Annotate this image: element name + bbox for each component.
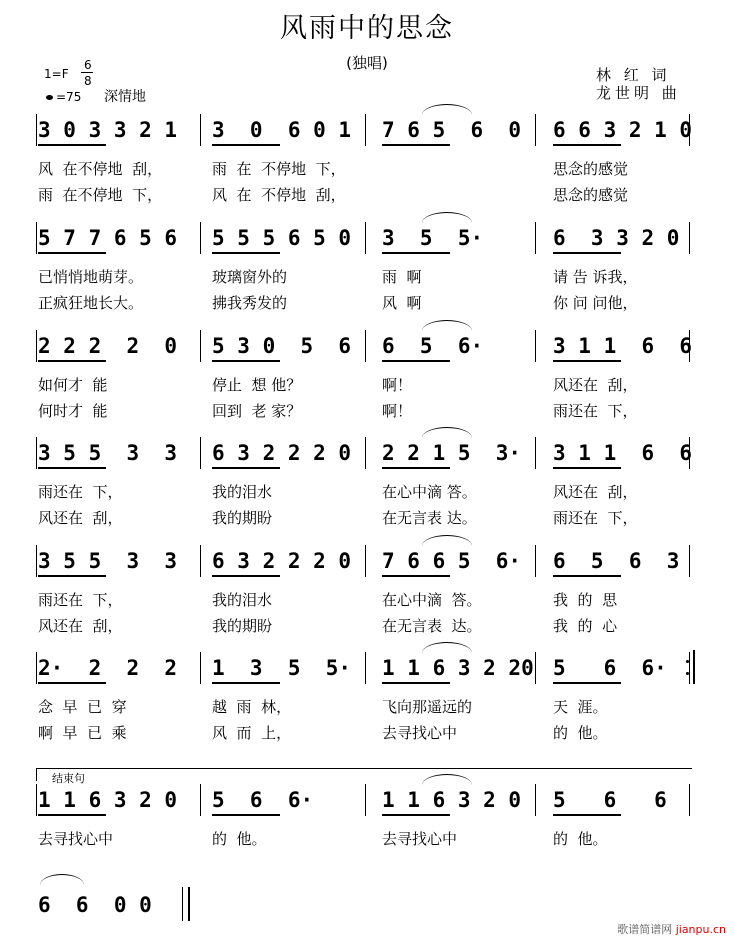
lyric-line-1: 天 涯。 — [553, 698, 608, 716]
eighth-beam — [382, 467, 450, 469]
barline — [200, 222, 201, 254]
measure-notes: 3 1 1 6 6 — [553, 441, 693, 465]
measure-notes: 6 3 2 2 2 0 — [212, 549, 352, 573]
barline — [365, 222, 366, 254]
lyric-line-1: 请 告 诉我， — [553, 268, 638, 286]
barline — [200, 545, 201, 577]
lyric-line-2: 雨 在不停地 下， — [38, 186, 163, 204]
lyric-line-1: 在心中滴 答。 — [382, 483, 477, 501]
measure-notes: 3 1 1 6 6 — [553, 334, 693, 358]
eighth-beam — [553, 252, 621, 254]
eighth-beam — [553, 360, 621, 362]
quarter-note-icon — [46, 95, 53, 100]
lyric-line-1: 思念的感觉 — [553, 160, 629, 178]
measure-notes: 3 0 3 3 2 1 — [38, 118, 178, 142]
song-title: 风雨中的思念 — [280, 13, 454, 44]
measure-notes: 3 5 5 3 3 — [38, 441, 178, 465]
final-barline-thick — [188, 887, 190, 921]
song-subtitle: (独唱) — [346, 54, 388, 72]
lyric-line-1: 雨 在 不停地 下， — [212, 160, 346, 178]
measure-notes: 6 3 2 2 2 0 — [212, 441, 352, 465]
barline — [36, 114, 37, 146]
eighth-beam — [212, 467, 280, 469]
watermark — [617, 921, 726, 937]
measure-notes: 5 6 6· — [212, 788, 314, 812]
lyric-line-1: 的 他。 — [553, 830, 608, 848]
lyric-line-1: 的 他。 — [212, 830, 267, 848]
eighth-beam — [382, 360, 450, 362]
lyric-line-2: 风 而 上， — [212, 724, 292, 742]
lyric-line-1: 停止 想 他？ — [212, 376, 302, 394]
barline — [689, 784, 690, 816]
barline — [535, 437, 536, 469]
eighth-beam — [38, 575, 106, 577]
barline — [689, 652, 690, 684]
lyric-line-1: 雨还在 下， — [38, 591, 123, 609]
lyric-line-1: 去寻找心中 — [38, 830, 114, 848]
lyric-line-1: 我 的 思 — [553, 591, 618, 609]
eighth-beam — [212, 682, 280, 684]
barline — [365, 437, 366, 469]
measure-notes: 3 5 5 3 3 — [38, 549, 178, 573]
eighth-beam — [382, 575, 450, 577]
lyric-line-1: 风还在 刮， — [553, 483, 638, 501]
eighth-beam — [38, 682, 106, 684]
barline — [36, 437, 37, 469]
barline — [36, 545, 37, 577]
lyric-line-2: 去寻找心中 — [382, 724, 458, 742]
lyric-line-2: 我的期盼 — [212, 509, 273, 527]
measure-notes: 1 1 6 3 2 20 — [382, 656, 534, 680]
eighth-beam — [212, 575, 280, 577]
eighth-beam — [38, 814, 106, 816]
expression-mark: 深情地 — [104, 89, 146, 105]
lyric-line-1: 风还在 刮， — [553, 376, 638, 394]
ending-bracket — [36, 768, 692, 781]
lyric-line-2: 你 问 问他， — [553, 294, 638, 312]
lyric-line-2: 思念的感觉 — [553, 186, 629, 204]
final-barline-thin — [182, 887, 183, 921]
watermark-url: jianpu.cn — [675, 923, 726, 936]
eighth-beam — [553, 575, 621, 577]
eighth-beam — [212, 144, 280, 146]
measure-notes: 5 5 5 6 5 0 — [212, 226, 352, 250]
eighth-beam — [382, 814, 450, 816]
eighth-beam — [553, 682, 621, 684]
measure-notes: 7 6 6 5 6· — [382, 549, 522, 573]
measure-notes: 3 0 6 0 1 — [212, 118, 352, 142]
repeat-barline — [693, 650, 695, 684]
tie-arc — [422, 427, 472, 438]
lyric-line-2: 在无言表 达。 — [382, 509, 477, 527]
measure-notes: 5 7 7 6 5 6 — [38, 226, 178, 250]
lyric-line-2: 我的期盼 — [212, 617, 273, 635]
measure-notes: 6 5 6 3 — [553, 549, 680, 573]
lyric-line-2: 啊 早 已 乘 — [38, 724, 127, 742]
eighth-beam — [553, 814, 621, 816]
measure-notes: 5 6 6· — [553, 656, 667, 680]
barline — [365, 330, 366, 362]
lyric-line-2: 拂我秀发的 — [212, 294, 288, 312]
barline — [365, 545, 366, 577]
barline — [200, 437, 201, 469]
eighth-beam — [212, 814, 280, 816]
barline — [535, 114, 536, 146]
barline — [535, 330, 536, 362]
lyric-line-1: 我的泪水 — [212, 591, 273, 609]
lyric-line-2: 回到 老 家？ — [212, 402, 302, 420]
time-fraction-line — [81, 72, 93, 73]
tie-arc — [422, 212, 472, 223]
eighth-beam — [382, 144, 450, 146]
barline — [365, 784, 366, 816]
barline — [200, 784, 201, 816]
tempo: =75 — [56, 90, 82, 104]
repeat-dot — [686, 672, 689, 675]
tie-arc — [422, 642, 472, 653]
lyric-line-2: 正疯狂地长大。 — [38, 294, 144, 312]
lyric-line-2: 的 他。 — [553, 724, 608, 742]
barline — [36, 222, 37, 254]
eighth-beam — [553, 144, 621, 146]
lyricist-credit: 林 红 词 — [596, 66, 671, 84]
lyric-line-1: 如何才 能 — [38, 376, 108, 394]
lyric-line-1: 雨还在 下， — [38, 483, 123, 501]
lyric-line-2: 在无言表 达。 — [382, 617, 482, 635]
lyric-line-2: 风 在 不停地 刮， — [212, 186, 346, 204]
measure-notes: 1 3 5 5· — [212, 656, 352, 680]
measure-notes: 2 2 2 2 0 — [38, 334, 178, 358]
tie-arc — [40, 874, 84, 885]
lyric-line-2: 风还在 刮， — [38, 509, 123, 527]
eighth-beam — [382, 252, 450, 254]
barline — [200, 330, 201, 362]
measure-notes: 6 3 3 2 0 — [553, 226, 680, 250]
lyric-line-1: 风 在不停地 刮， — [38, 160, 163, 178]
barline — [535, 545, 536, 577]
lyric-line-2: 我 的 心 — [553, 617, 618, 635]
measure-notes: 1 1 6 3 2 0 — [382, 788, 522, 812]
lyric-line-2: 风还在 刮， — [38, 617, 123, 635]
measure-notes: 5 6 6 — [553, 788, 667, 812]
lyric-line-2: 何时才 能 — [38, 402, 108, 420]
lyric-line-1: 已悄悄地萌芽。 — [38, 268, 144, 286]
barline — [200, 652, 201, 684]
eighth-beam — [38, 144, 106, 146]
time-denominator: 8 — [84, 74, 92, 88]
eighth-beam — [212, 360, 280, 362]
ending-label: 结束句 — [52, 772, 85, 785]
lyric-line-1: 玻璃窗外的 — [212, 268, 288, 286]
watermark-cn: 歌谱简谱网 — [617, 923, 673, 936]
lyric-line-1: 念 早 已 穿 — [38, 698, 127, 716]
lyric-line-2: 风 啊 — [382, 294, 422, 312]
barline — [365, 652, 366, 684]
barline — [535, 652, 536, 684]
eighth-beam — [38, 467, 106, 469]
tie-arc — [422, 535, 472, 546]
repeat-dot — [686, 660, 689, 663]
barline — [365, 114, 366, 146]
lyric-line-1: 去寻找心中 — [382, 830, 458, 848]
measure-notes: 2 2 1 5 3· — [382, 441, 522, 465]
lyric-line-2: 啊！ — [382, 402, 413, 420]
lyric-line-1: 飞向那遥远的 — [382, 698, 473, 716]
eighth-beam — [212, 252, 280, 254]
lyric-line-1: 啊！ — [382, 376, 413, 394]
measure-notes: 1 1 6 3 2 0 — [38, 788, 178, 812]
measure-notes: 7 6 5 6 0 — [382, 118, 522, 142]
measure-notes: 6 6 0 0 — [38, 893, 152, 917]
tie-arc — [422, 320, 472, 331]
eighth-beam — [38, 360, 106, 362]
lyric-line-1: 在心中滴 答。 — [382, 591, 482, 609]
barline — [535, 222, 536, 254]
lyric-line-1: 雨 啊 — [382, 268, 422, 286]
barline — [689, 545, 690, 577]
barline — [535, 784, 536, 816]
lyric-line-1: 我的泪水 — [212, 483, 273, 501]
lyric-line-2: 雨还在 下， — [553, 509, 638, 527]
measure-notes: 6 5 6· — [382, 334, 484, 358]
eighth-beam — [38, 252, 106, 254]
time-numerator: 6 — [84, 58, 92, 72]
measure-notes: 2· 2 2 2 — [38, 656, 178, 680]
measure-notes: 3 5 5· — [382, 226, 484, 250]
eighth-beam — [382, 682, 450, 684]
key-signature: 1=F — [44, 67, 69, 81]
barline — [36, 784, 37, 816]
tie-arc — [422, 104, 472, 115]
barline — [689, 222, 690, 254]
composer-credit: 龙世明 曲 — [596, 84, 681, 102]
lyric-line-2: 雨还在 下， — [553, 402, 638, 420]
lyric-line-1: 越 雨 林， — [212, 698, 292, 716]
measure-notes: 6 6 3 2 1 0 — [553, 118, 693, 142]
barline — [36, 652, 37, 684]
barline — [200, 114, 201, 146]
measure-notes: 5 3 0 5 6 — [212, 334, 352, 358]
eighth-beam — [553, 467, 621, 469]
barline — [36, 330, 37, 362]
